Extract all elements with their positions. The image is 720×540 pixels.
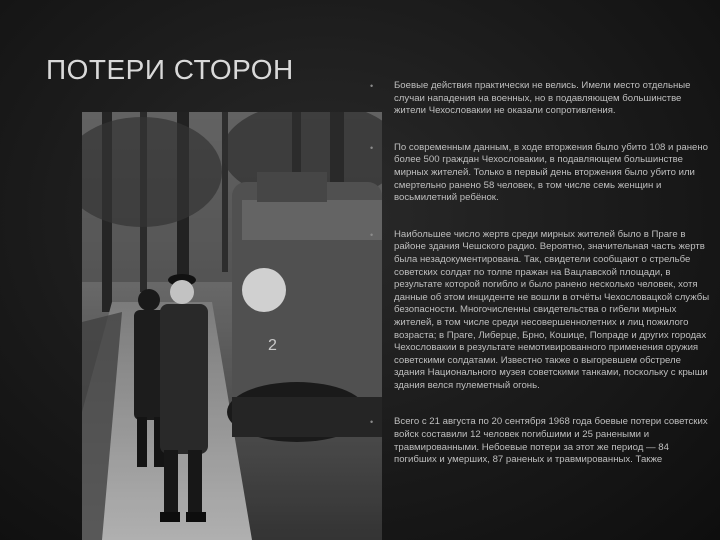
- bullet-text: По современным данным, в ходе вторжения было убито 108 и ранено более 500 граждан Чехословакии, в подавляющем большинстве мирных жителей. Только в первый день вторжения было убито или смертельно ранено 58 человек, в том числе семь женщин и восьмилетний ребёнок.: [394, 141, 709, 204]
- bullet-marker: •: [370, 417, 374, 428]
- list-item: [366, 142, 714, 205]
- vehicle-number: 2: [268, 337, 277, 354]
- bullet-text: Боевые действия практически не велись. Имели место отдельные случаи нападения на военных, но в подавляющем большинстве жители Чехословакии не оказали сопротивления.: [394, 80, 691, 117]
- historical-photo: [82, 112, 382, 540]
- bullet-text: Наибольшее число жертв среди мирных жителей было в Праге в районе здания Чешского радио. Вероятно, значительная часть жертв была незадокументирована. Так, свидетели сообщают о стрельбе советских солдат по толпе пражан на Вацлавской площади, в результате которой погибло и было ранено несколько человек, хотя данные об этом инциденте не вошли в отчёты Чехословацкой службы безопасности. Многочисленны свидетельства о гибели мирных жителей, в том числе среди несовершеннолетних и лиц пожилого возраста; в Праге, Либерце, Брно, Кошице, Попраде и других городах Чехословакии в результате немотивированного применения оружия советскими солдатами. Известно также о выгоревшем обстреле здания Национального музея советскими танками, поскольку с крыши здания велся пулеметный огонь.: [394, 228, 710, 391]
- bullet-marker: •: [370, 142, 374, 153]
- bullet-marker: •: [370, 229, 374, 240]
- bullet-marker: •: [370, 81, 374, 91]
- bullet-list: [366, 80, 714, 540]
- list-item: [366, 229, 714, 393]
- photo-illustration: [82, 112, 382, 540]
- list-item: [366, 416, 714, 466]
- bullet-text: Всего с 21 августа по 20 сентября 1968 года боевые потери советских войск составили 12 человек погибшими и 25 ранеными и травмированными. Небоевые потери за этот же период — 84 погибших и умерших, 87 раненых и травмированных. Также: [394, 416, 708, 466]
- list-item: [366, 80, 714, 118]
- slide-title: ПОТЕРИ СТОРОН: [46, 54, 294, 85]
